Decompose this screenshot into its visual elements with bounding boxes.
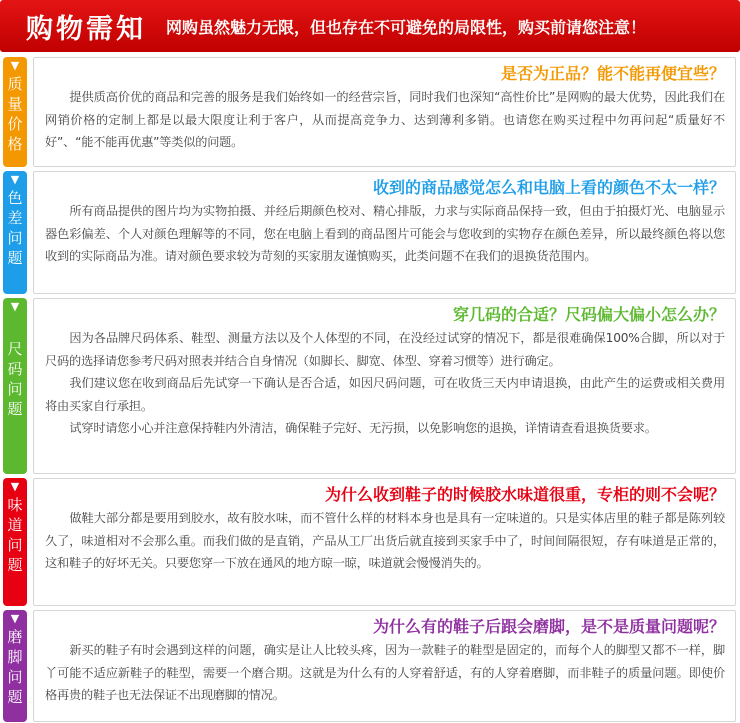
section-paragraph: 所有商品提供的图片均为实物拍摄、并经后期颜色校对、精心排版，力求与实际商品保持一致，但由于拍摄灯光、电脑显示器色彩偏差、个人对颜色理解等的不同，您在电脑上看到的商品图片可能会与您收到的实物存在颜色差异，所以最终颜色将以您收到的实际商品为准。请对颜色要求较为苛刻的买家朋友谨慎购买，此类问题不在我们的退换货范围内。 (45, 204, 725, 264)
tab-label: 色差问题 (7, 189, 23, 267)
tab-label: 磨脚问题 (7, 628, 23, 706)
section-question: 为什么收到鞋子的时候胶水味道很重，专柜的则不会呢？ (324, 485, 725, 504)
tab-label: 味道问题 (7, 496, 23, 574)
section-question: 收到的商品感觉怎么和电脑上看的颜色不太一样？ (372, 178, 725, 197)
triangle-down-icon: ▼ (10, 612, 20, 625)
tab-smell (3, 478, 27, 606)
tab-color-difference (3, 171, 27, 294)
section-paragraph: 试穿时请您小心并注意保持鞋内外清洁，确保鞋子完好、无污损，以免影响您的退换，详情请查看退换货要求。 (69, 421, 657, 436)
section-color-difference (0, 168, 740, 295)
section-paragraph: 我们建议您在收到商品后先试穿一下确认是否合适，如因尺码问题，可在收货三天内申请退换，由此产生的运费或相关费用将由买家自行承担。 (45, 376, 725, 413)
section-panel (33, 478, 736, 606)
triangle-down-icon: ▼ (10, 173, 20, 186)
section-question: 为什么有的鞋子后跟会磨脚，是不是质量问题呢？ (372, 617, 725, 636)
section-quality-price (0, 54, 740, 168)
section-question: 是否为正品？能不能再便宜些？ (500, 64, 725, 83)
section-size (0, 295, 740, 475)
tab-size (3, 298, 27, 474)
section-paragraph: 做鞋大部分都是要用到胶水，故有胶水味，而不管什么样的材料本身也是具有一定味道的。只是实体店里的鞋子都是陈列较久了，味道相对不会那么重。而我们做的是直销，产品从工厂出货后就直接到买家手中了，时间间隔很短，存有味道是正常的，这和鞋子的好坏无关。只要您穿一下放在通风的地方晾一晾，味道就会慢慢消失的。 (45, 511, 725, 571)
tab-chafing (3, 610, 27, 722)
section-paragraph: 提供质高价优的商品和完善的服务是我们始终如一的经营宗旨，同时我们也深知“高性价比”是网购的最大优势，因此我们在网销价格的定制上都是以最大限度让利于客户，从而提高竞争力、达到薄利多销。也请您在购买过程中勿再问起“质量好不好”、“能不能再优惠”等类似的问题。 (45, 90, 725, 150)
section-paragraph: 因为各品牌尺码体系、鞋型、测量方法以及个人体型的不同，在没经过试穿的情况下，都是很难确保100%合脚，所以对于尺码的选择请您参考尺码对照表并结合自身情况（如脚长、脚宽、体型、穿着习惯等）进行确定。 (45, 331, 725, 368)
tab-label: 尺码问题 (7, 340, 23, 418)
section-panel (33, 610, 736, 722)
section-panel (33, 57, 736, 167)
page-subtitle: 网购虽然魅力无限，但也存在不可避免的局限性，购买前请您注意！ (166, 17, 647, 37)
section-panel (33, 298, 736, 474)
section-question: 穿几码的合适？尺码偏大偏小怎么办？ (452, 305, 725, 324)
triangle-down-icon: ▼ (10, 300, 20, 313)
page-header (0, 0, 740, 52)
tab-label: 质量价格 (7, 75, 23, 153)
triangle-down-icon: ▼ (10, 59, 20, 72)
page-title: 购物需知 (26, 13, 146, 45)
tab-quality-price (3, 57, 27, 167)
section-paragraph: 新买的鞋子有时会遇到这样的问题，确实是让人比较头疼，因为一款鞋子的鞋型是固定的，而每个人的脚型又都不一样，脚丫可能不适应新鞋子的鞋型，需要一个磨合期。这就是为什么有的人穿着舒适，有的人穿着磨脚，而非鞋子的质量问题。即使价格再贵的鞋子也无法保证不出现磨脚的情况。 (45, 643, 725, 703)
section-smell (0, 475, 740, 607)
triangle-down-icon: ▼ (10, 480, 20, 493)
section-chafing (0, 607, 740, 723)
section-panel (33, 171, 736, 294)
